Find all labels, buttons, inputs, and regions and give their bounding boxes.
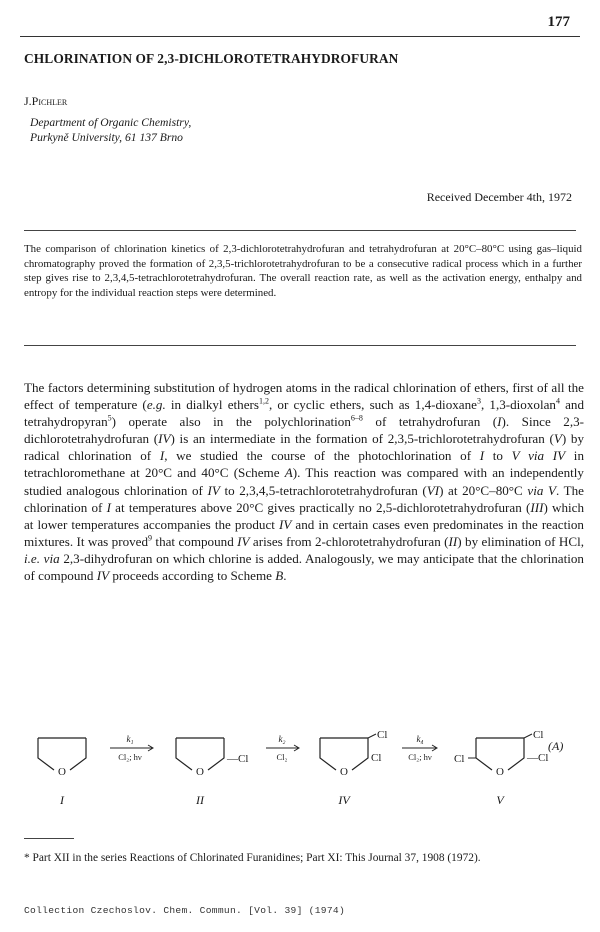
- compound-label-II: II: [196, 793, 204, 807]
- reaction-scheme: [30, 728, 570, 820]
- svg-text:Cl: Cl: [533, 729, 544, 741]
- svg-text:k₁: k₁: [126, 734, 134, 744]
- abstract-rule-top: [24, 230, 576, 231]
- compound-label-IV: IV: [338, 793, 350, 807]
- arrow-k2: [266, 734, 299, 762]
- affiliation-line-1: Department of Organic Chemistry,: [30, 116, 192, 129]
- svg-text:Cl₂; hν: Cl₂; hν: [408, 752, 432, 762]
- affiliation-line-2: Purkyně University, 61 137 Brno: [30, 130, 183, 144]
- author-surname: Pichler: [31, 94, 68, 108]
- oxygen-label: O: [58, 766, 66, 778]
- compound-IV: [320, 729, 387, 807]
- svg-text:Cl: Cl: [454, 753, 465, 765]
- received-date: Received December 4th, 1972: [426, 190, 572, 204]
- svg-text:k₂: k₂: [278, 734, 286, 744]
- header-rule: [20, 36, 580, 37]
- journal-reference: Collection Czechoslov. Chem. Commun. [Vol. 39] (1974): [24, 905, 346, 916]
- article-title: CHLORINATION OF 2,3-DICHLOROTETRAHYDROFURAN: [24, 51, 399, 66]
- svg-text:Cl: Cl: [377, 729, 388, 741]
- arrow-k4: [402, 734, 437, 762]
- svg-text:O: O: [496, 766, 504, 778]
- compound-I: [38, 738, 86, 807]
- svg-text:Cl: Cl: [371, 752, 382, 764]
- svg-text:k₄: k₄: [416, 734, 424, 744]
- abstract-rule-bottom: [24, 345, 576, 346]
- author: [24, 94, 67, 109]
- arrow-k1: [110, 734, 153, 762]
- affiliation: [30, 116, 191, 145]
- svg-text:Cl₂: Cl₂: [276, 752, 288, 762]
- compound-label-I: I: [60, 793, 64, 807]
- footnote-rule: [24, 838, 74, 839]
- body-text: The factors determining substitution of hydrogen atoms in the radical chlorination of ethers, first of all the effect of temperature (e.g. in dialkyl ethers$^{1,2}$, or cyclic ethers, such as 1,4-dioxane$^3$, 1,3-dioxolan$^4$ and tetrahydropyran$^5$) operate also in the polychlorination$^{6-8}$ of tetrahydrofuran (I). Since 2,3-dichlorotetrahydrofuran (IV) is an intermediate in the formation of 2,3,5-trichlorotetrahydrofuran (V) by radical chlorination of I, we studied the course of the photochlorination of I to V via IV in tetrachloromethane at 20°C and 40°C (Scheme A). This reaction was compared with an independently studied analogous chlorination of IV to 2,3,4,5-tetrachlorotetrahydrofuran (VI) at 20°C–80°C via V. The chlorination of I at temperatures above 20°C gives practically no 2,5-dichlorotetrahydrofuran (III) which at lower temperatures accompanies the product IV and in certain cases even predominates in the reaction mixtures. It was proved$^9$ that compound IV arises from 2-chlorotetrahydrofuran (II) by elimination of HCl, i.e. via 2,3-dihydrofuran on which chlorine is added. Analogously, we may anticipate that the chlorination of compound IV proceeds according to Scheme B.: [24, 380, 585, 584]
- scheme-label: (A): [548, 739, 564, 753]
- svg-text:O: O: [340, 766, 348, 778]
- page-number: 177: [547, 14, 570, 30]
- svg-text:—Cl: —Cl: [227, 753, 249, 765]
- svg-text:—Cl: —Cl: [527, 752, 549, 764]
- footnote: * Part XII in the series Reactions of Chlorinated Furanidines; Part XI: This Journal 37, 1908 (1972).: [24, 852, 481, 864]
- svg-text:Cl₂; hν: Cl₂; hν: [118, 752, 142, 762]
- author-initial: J.: [24, 94, 32, 108]
- svg-text:O: O: [196, 766, 204, 778]
- compound-V: [454, 729, 548, 807]
- abstract: The comparison of chlorination kinetics of 2,3-dichlorotetrahydrofuran and tetrahydrofuran at 20°C–80°C using gas–liquid chromatography proved the formation of 2,3,5-trichlorotetrahydrofuran to be a consecutive radical process which in a further step gives rise to 2,3,4,5-tetrachlorotetrahydrofuran. The overall reaction rate, as well as the activation energy, enthalpy and entropy for the individual reaction steps were determined.: [24, 243, 582, 300]
- compound-label-V: V: [496, 793, 504, 807]
- compound-II: [176, 738, 248, 807]
